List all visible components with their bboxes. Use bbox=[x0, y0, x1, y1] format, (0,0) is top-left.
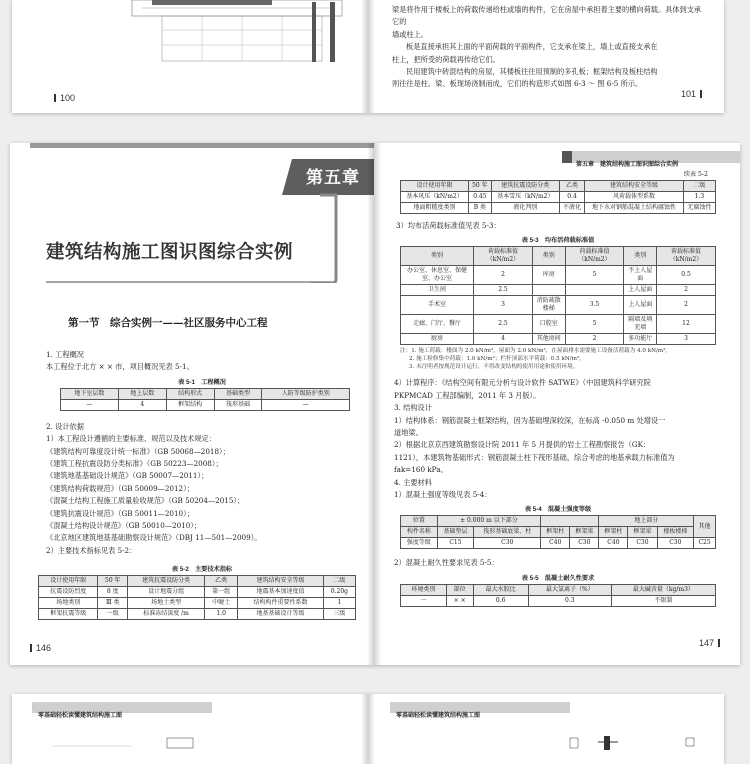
table-cell: 3.5 bbox=[565, 296, 624, 315]
table-row bbox=[401, 595, 716, 606]
table3 bbox=[400, 246, 716, 345]
top-right-page-number: 101 bbox=[681, 89, 706, 99]
chapter-label: 第五章 bbox=[306, 168, 360, 188]
table-row bbox=[401, 334, 716, 345]
table5-caption: 表 5-5 混凝土耐久性要求 bbox=[521, 574, 595, 582]
left-page bbox=[10, 143, 374, 665]
design-basis-heading: 2. 设计依据 bbox=[46, 421, 84, 431]
table-cell: 0.20g bbox=[323, 587, 355, 598]
table2-caption: 表 5-2 主要技术指标 bbox=[171, 566, 233, 574]
table-row bbox=[401, 181, 716, 192]
table-cell: 50 年 bbox=[98, 576, 128, 587]
table-header-cell: 人防等级防护类别 bbox=[262, 388, 350, 399]
bottom-right-page bbox=[368, 694, 724, 764]
design-basis-line: 1）本工程设计遵循的主要标准、规范以及技术规定： bbox=[46, 434, 216, 444]
design-basis-line: 《混凝土结构工程施工质量验收规范》（GB 50204—2015）； bbox=[46, 496, 245, 506]
table-cell: B 类 bbox=[469, 203, 492, 214]
durability-intro: 2）混凝土耐久性要求见表 5-5： bbox=[394, 558, 499, 568]
table-cell: 不限制 bbox=[611, 595, 715, 606]
design-basis-line: 《建筑抗震设计规范》（GB 50011—2010）； bbox=[46, 508, 194, 518]
table-cell: 类别 bbox=[532, 247, 565, 266]
table-cell: 荷载标准值（kN/m2） bbox=[474, 247, 533, 266]
table-cell: C25 bbox=[694, 538, 716, 549]
table-cell: C40 bbox=[541, 538, 570, 549]
table-row bbox=[401, 247, 716, 266]
table-cell: 不上人屋面 bbox=[624, 266, 657, 285]
table-row bbox=[401, 584, 716, 595]
table-cell: 中硬土 bbox=[204, 598, 237, 609]
table-cell: 部位 bbox=[446, 584, 473, 595]
table-header-cell: 结构形式 bbox=[166, 388, 214, 399]
bottom-spread bbox=[12, 694, 724, 764]
table-cell: 框架柱 bbox=[599, 527, 628, 538]
table-cell: 最大水胶比 bbox=[473, 584, 528, 595]
table-cell: 荷载标准值（kN/m2） bbox=[657, 247, 716, 266]
table-cell: 4 bbox=[118, 399, 166, 410]
table-cell: 地上部分 bbox=[599, 516, 694, 527]
table-cell: 上人屋面 bbox=[624, 296, 657, 315]
table-cell: C30 bbox=[474, 538, 541, 549]
table-cell bbox=[541, 516, 599, 527]
table-note: 3. 未注明者按规范设计运行，不得改变结构的使用用途和使用环境。 bbox=[409, 364, 579, 371]
bottom-right-header: 零基础轻松读懂建筑结构施工图 bbox=[390, 702, 570, 713]
table-header-cell: 地上层数 bbox=[118, 388, 166, 399]
table-cell: 框架梁 bbox=[628, 527, 657, 538]
table4-caption: 表 5-4 混凝土强度等级 bbox=[524, 506, 592, 514]
body-text-line: 则往往是柱、梁、板现场浇制而成，它们的构造形式如图 6-3 ～ 图 6-5 所示。 bbox=[392, 79, 643, 89]
table-cell: 走廊、门厅、餐厅 bbox=[401, 315, 474, 334]
table-row bbox=[39, 598, 356, 609]
table-cell: 地基基础设计等级 bbox=[238, 609, 323, 620]
table-cell: 筏形基础底梁、柱 bbox=[474, 527, 541, 538]
table-cell: 3 bbox=[474, 296, 533, 315]
table-cell: 地震基本加速度值 bbox=[238, 587, 323, 598]
table1-caption: 表 5-1 工程概况 bbox=[178, 378, 226, 386]
table-row bbox=[401, 296, 716, 315]
table-cell: C30 bbox=[628, 538, 657, 549]
table-cell: C30 bbox=[657, 538, 694, 549]
table-cell: 荷载标准值（kN/m2） bbox=[565, 247, 624, 266]
table-cell: 厨房 bbox=[401, 334, 474, 345]
table-cell: 2 bbox=[657, 296, 716, 315]
table-cell: 其他房间 bbox=[532, 334, 565, 345]
table-cell: C40 bbox=[599, 538, 628, 549]
table-cell: 1.0 bbox=[204, 609, 237, 620]
chapter-title: 建筑结构施工图识图综合实例 bbox=[46, 242, 294, 263]
table-cell: 一 bbox=[401, 595, 447, 606]
body-text-line: 梁是将作用于楼板上的荷载传递给柱或墙的构件，它在房屋中承担着主要的横向荷载。具体到支承它的 bbox=[392, 5, 702, 27]
body-text-line: 1）混凝土强度等级见表 5-4： bbox=[394, 490, 492, 500]
table-cell: 抗震设防烈度 bbox=[39, 587, 98, 598]
table-cell: 1.3 bbox=[683, 192, 715, 203]
table3-caption: 表 5-3 均布活荷载标准值 bbox=[521, 237, 595, 245]
table-cell: 基础垫层 bbox=[437, 527, 474, 538]
table-cell: 0.4 bbox=[559, 192, 584, 203]
table-cell: 框架抗震等级 bbox=[39, 609, 98, 620]
table-cell: 基本雪压（kN/m2） bbox=[491, 192, 559, 203]
table-cell: 液化判别 bbox=[491, 203, 559, 214]
table-cell: 框架梁 bbox=[570, 527, 599, 538]
body-text-line: 2）根据北京京西建筑勘察设计院 2011 年 5 月提供的岩土工程勘察报告（GK： bbox=[394, 440, 651, 450]
table-cell: 12 bbox=[657, 315, 716, 334]
overview-text: 本工程位于北方 × × 市，项目概况见表 5-1。 bbox=[46, 362, 194, 372]
table-row bbox=[401, 538, 716, 549]
table-cell: — bbox=[262, 399, 350, 410]
table-cell: 筏形基础 bbox=[214, 399, 262, 410]
drawing-fragment bbox=[368, 712, 724, 752]
top-left-page bbox=[12, 0, 368, 113]
design-basis-line: 《建筑结构可靠度设计统一标准》（GB 50068—2018）； bbox=[46, 446, 230, 456]
table-cell bbox=[565, 285, 624, 296]
table-cell: 框架柱 bbox=[541, 527, 570, 538]
table-cell: 手术室 bbox=[401, 296, 474, 315]
table-cell: 办公室、休息室、保健室、办公室 bbox=[401, 266, 474, 285]
table-cell: 强度等级 bbox=[401, 538, 438, 549]
table2-continued bbox=[400, 180, 716, 214]
body-text-line: 道地梁。 bbox=[394, 428, 423, 438]
table-cell: 口腔室 bbox=[532, 315, 565, 334]
table-row bbox=[39, 587, 356, 598]
table-cell: 0.45 bbox=[469, 192, 492, 203]
table-cell: 乙类 bbox=[559, 181, 584, 192]
table-cell: 4 bbox=[474, 334, 533, 345]
running-head: 第五章 建筑结构施工图识图综合实例 bbox=[562, 151, 740, 163]
bottom-left-page bbox=[12, 694, 368, 764]
section-title: 第一节 综合实例一——社区服务中心工程 bbox=[68, 317, 268, 329]
table-cell: 建筑抗震设防分类 bbox=[491, 181, 559, 192]
table-cell: C15 bbox=[437, 538, 474, 549]
table-header-cell: 基础类型 bbox=[214, 388, 262, 399]
table-cell: 2 bbox=[657, 285, 716, 296]
table-cell: 建筑结构安全等级 bbox=[585, 181, 684, 192]
live-load-intro: 3）均布活荷载标准值见表 5-3： bbox=[396, 221, 501, 230]
body-text-line: 柱上，把所受的荷载再传给它们。 bbox=[392, 54, 500, 64]
table-cell: 环境类别 bbox=[401, 584, 447, 595]
right-page-number: 147 bbox=[699, 638, 724, 648]
body-text-line: 民用建筑中砖混结构的房屋，其楼板往往用预制的多孔板；框架结构及板柱结构 bbox=[406, 67, 658, 77]
table-cell: — bbox=[61, 399, 119, 410]
table-cell: 5 bbox=[565, 315, 624, 334]
body-text-line: 3. 结构设计 bbox=[394, 403, 432, 413]
top-spread bbox=[12, 0, 724, 113]
table-cell: 一级 bbox=[98, 609, 128, 620]
table-cell: 二级 bbox=[323, 576, 355, 587]
table-cell: 设计使用年限 bbox=[39, 576, 98, 587]
table-cell: 地面粗糙度类别 bbox=[401, 203, 469, 214]
top-left-page-number: 100 bbox=[50, 93, 75, 103]
top-right-page bbox=[368, 0, 724, 113]
table-cell: 1 bbox=[323, 598, 355, 609]
table-cell: 卫生间 bbox=[401, 285, 474, 296]
table5 bbox=[400, 584, 716, 607]
table-cell: 无腐蚀性 bbox=[683, 203, 715, 214]
table-cell: 隔墙及填充墙 bbox=[624, 315, 657, 334]
table-cell: 0.3 bbox=[528, 595, 611, 606]
body-text-line: 4）计算程序：《结构空间有限元分析与设计软件 SATWE》（中国建筑科学研究院 bbox=[394, 378, 651, 388]
table-cell: 类别 bbox=[401, 247, 474, 266]
table-cell: Ⅲ 类 bbox=[98, 598, 128, 609]
table-note: 2. 施工检修集中荷载：1.0 kN/m²；栏杆顶部水平荷载：0.5 kN/m²。 bbox=[409, 356, 585, 363]
table-row bbox=[401, 192, 716, 203]
table-cell: 2 bbox=[474, 266, 533, 285]
body-text-line: 4. 主要材料 bbox=[394, 477, 432, 487]
table-cell: 建筑抗震设防分类 bbox=[128, 576, 205, 587]
table-cell: 50 年 bbox=[469, 181, 492, 192]
drawing-fragment bbox=[12, 712, 368, 752]
table-cell: ± 0.000 m 以下部分 bbox=[437, 516, 541, 527]
table-cell: 基本风压（kN/m2） bbox=[401, 192, 469, 203]
design-basis-line: 《建筑工程抗震设防分类标准》（GB 50223—2008）； bbox=[46, 459, 223, 469]
table-cell: 构件名称 bbox=[401, 527, 438, 538]
left-page-number: 146 bbox=[26, 643, 51, 653]
table3-notes bbox=[400, 347, 722, 371]
table2 bbox=[38, 575, 356, 620]
body-text-line: 板是直接承担其上面的平面荷载的平面构件，它支承在梁上，墙上或直接支承在 bbox=[406, 42, 658, 52]
table-cell: 结构构件重要性系数 bbox=[238, 598, 323, 609]
table-cell: 建筑结构安全等级 bbox=[238, 576, 323, 587]
table-cell: 2.5 bbox=[474, 315, 533, 334]
top-right-body-text bbox=[392, 4, 704, 91]
table-cell: 二级 bbox=[683, 181, 715, 192]
table-row bbox=[401, 516, 716, 527]
body-text-line: fak=160 kPa。 bbox=[394, 465, 448, 475]
table-cell: 其他 bbox=[694, 516, 716, 538]
table-cell: 楼板楼梯 bbox=[657, 527, 694, 538]
structural-drawing-thumbnail bbox=[12, 0, 368, 90]
table-cell: 0.5 bbox=[657, 266, 716, 285]
table-cell: 5 bbox=[565, 266, 624, 285]
table-row bbox=[401, 315, 716, 334]
table1 bbox=[60, 388, 350, 411]
table-cell: 类别 bbox=[624, 247, 657, 266]
table-cell: 不液化 bbox=[559, 203, 584, 214]
table-cell: 乙类 bbox=[204, 576, 237, 587]
table-cell: 三级 bbox=[323, 609, 355, 620]
table-cell: × × bbox=[446, 595, 473, 606]
table-cell: 位置 bbox=[401, 516, 438, 527]
table-cell: 消防疏散楼梯 bbox=[532, 296, 565, 315]
table-note: 注：1. 施工荷载：楼面为 2.0 kN/m²，屋面为 2.0 kN/m²，在屋面排水需要施工设备活荷载为 4.0 kN/m²。 bbox=[400, 348, 672, 355]
table-row bbox=[401, 266, 716, 285]
continued-caption: 续表 5-2 bbox=[683, 171, 708, 178]
table-cell: 3 bbox=[657, 334, 716, 345]
design-basis-line: 2）主要技术指标见表 5-2： bbox=[46, 545, 137, 555]
table-row bbox=[401, 203, 716, 214]
table-header-cell: 地下室层数 bbox=[61, 388, 119, 399]
table-cell: 0.6 bbox=[473, 595, 528, 606]
table-cell bbox=[532, 285, 565, 296]
table-cell: 最大碱含量（kg/m3） bbox=[611, 584, 715, 595]
bottom-left-header: 零基础轻松读懂建筑结构施工图 bbox=[32, 702, 212, 713]
right-body bbox=[394, 169, 722, 607]
table-cell: 场地土类型 bbox=[128, 598, 205, 609]
table-cell: 最大氯离子（%） bbox=[528, 584, 611, 595]
body-text-line: 墙或柱上。 bbox=[392, 29, 428, 39]
table-row bbox=[401, 285, 716, 296]
left-body bbox=[46, 349, 358, 620]
table-cell: 框架结构 bbox=[166, 399, 214, 410]
table-cell: 多功能厅 bbox=[624, 334, 657, 345]
design-basis-line: 《混凝土结构设计规范》（GB 50010—2010）； bbox=[46, 521, 202, 531]
body-text-line: 1121），本建筑物基础形式：钢筋混凝土柱下筏形基础，综合考虑的地基承载力标准值为 bbox=[394, 452, 675, 462]
table-cell: 库房 bbox=[532, 266, 565, 285]
table-cell: 上人屋面 bbox=[624, 285, 657, 296]
overview-heading: 1. 工程概况 bbox=[46, 350, 84, 359]
body-text-line: PKPMCAD 工程部编制，2011 年 3 月版）。 bbox=[394, 390, 541, 400]
design-basis-line: 《建筑结构荷载规范》（GB 50009—2012）； bbox=[46, 483, 194, 493]
table-cell: 风荷载体型系数 bbox=[585, 192, 684, 203]
table-row bbox=[39, 609, 356, 620]
table-cell: 标准冻结深度 /m bbox=[128, 609, 205, 620]
table-cell: C30 bbox=[570, 538, 599, 549]
table-row bbox=[39, 576, 356, 587]
table-cell: 设计使用年限 bbox=[401, 181, 469, 192]
table-cell: 第一组 bbox=[204, 587, 237, 598]
main-spread bbox=[10, 143, 740, 665]
table-cell: 地下水对钢筋混凝土结构腐蚀性 bbox=[585, 203, 684, 214]
body-text-line: 1）结构体系：钢筋混凝土框架结构，因为基础埋深较深，在标高 -0.050 m 处增设一 bbox=[394, 415, 666, 425]
table4 bbox=[400, 515, 716, 549]
table-cell: 2.5 bbox=[474, 285, 533, 296]
table-cell: 8 度 bbox=[98, 587, 128, 598]
design-basis-line: 《北京地区建筑地基基础勘察设计规范》（DBJ 11—501—2009）。 bbox=[46, 533, 262, 543]
table-row bbox=[401, 527, 716, 538]
design-basis-line: 《建筑地基基础设计规范》（GB 50007—2011）； bbox=[46, 471, 209, 481]
table-cell: 场地类别 bbox=[39, 598, 98, 609]
table-cell: 设计地震分组 bbox=[128, 587, 205, 598]
table-cell: 2 bbox=[565, 334, 624, 345]
right-page bbox=[374, 143, 740, 665]
table-row bbox=[61, 399, 350, 410]
